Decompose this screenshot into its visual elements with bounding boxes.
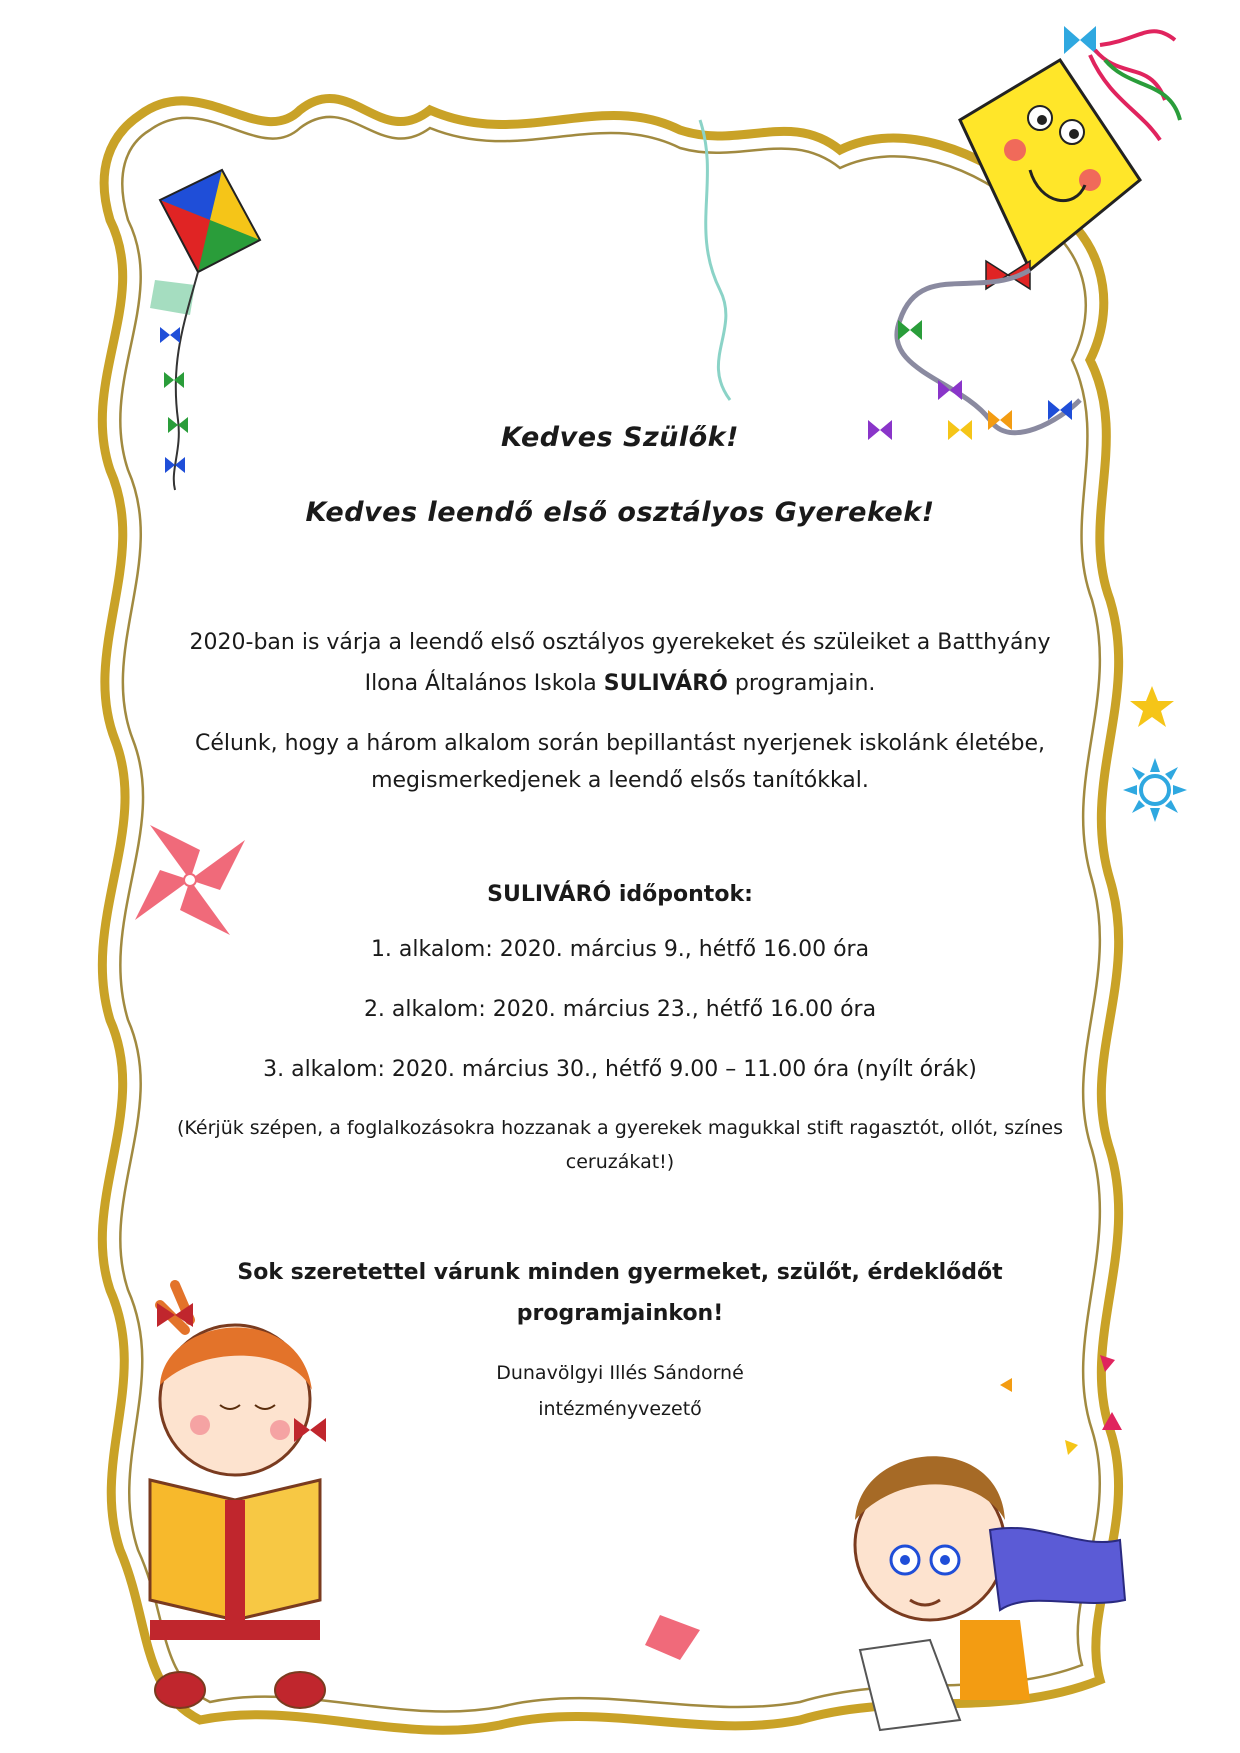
schedule-item: 2. alkalom: 2020. március 23., hétfő 16.00 óra [363,997,877,1022]
goal-line-1: Célunk, hogy a három alkalom során bepillantást nyerjenek iskolánk életébe, [194,731,1046,756]
intro-line-2-end: programjain. [727,671,876,696]
greeting-children: Kedves leendő első osztályos Gyerekek! [305,497,935,528]
closing-line-1: Sok szeretettel várunk minden gyermeket, szülőt, érdeklődőt [237,1260,1003,1285]
closing-line-2: programjainkon! [516,1301,724,1326]
schedule-title: SULIVÁRÓ időpontok: [487,882,753,907]
note-line-2: ceruzákat!) [565,1151,675,1173]
program-name: SULIVÁRÓ [603,671,728,696]
goal-line-2: megismerkedjenek a leendő elsős tanítókkal. [371,768,869,793]
greeting-parents: Kedves Szülők! [501,422,739,453]
signature-name: Dunavölgyi Illés Sándorné [496,1362,744,1384]
intro-line-2-text: Ilona Általános Iskola [364,671,604,696]
intro-line-1: 2020-ban is várja a leendő első osztályos gyerekeket és szüleiket a Batthyány [189,630,1051,655]
intro-line-2 [150,665,1090,703]
schedule-item: 3. alkalom: 2020. március 30., hétfő 9.00 – 11.00 óra (nyílt órák) [263,1057,977,1082]
note-line-1: (Kérjük szépen, a foglalkozásokra hozzanak a gyerekek magukkal stift ragasztót, ollót, színes [177,1117,1063,1139]
signature-title: intézményvezető [538,1398,702,1420]
schedule-item: 1. alkalom: 2020. március 9., hétfő 16.00 óra [370,937,870,962]
